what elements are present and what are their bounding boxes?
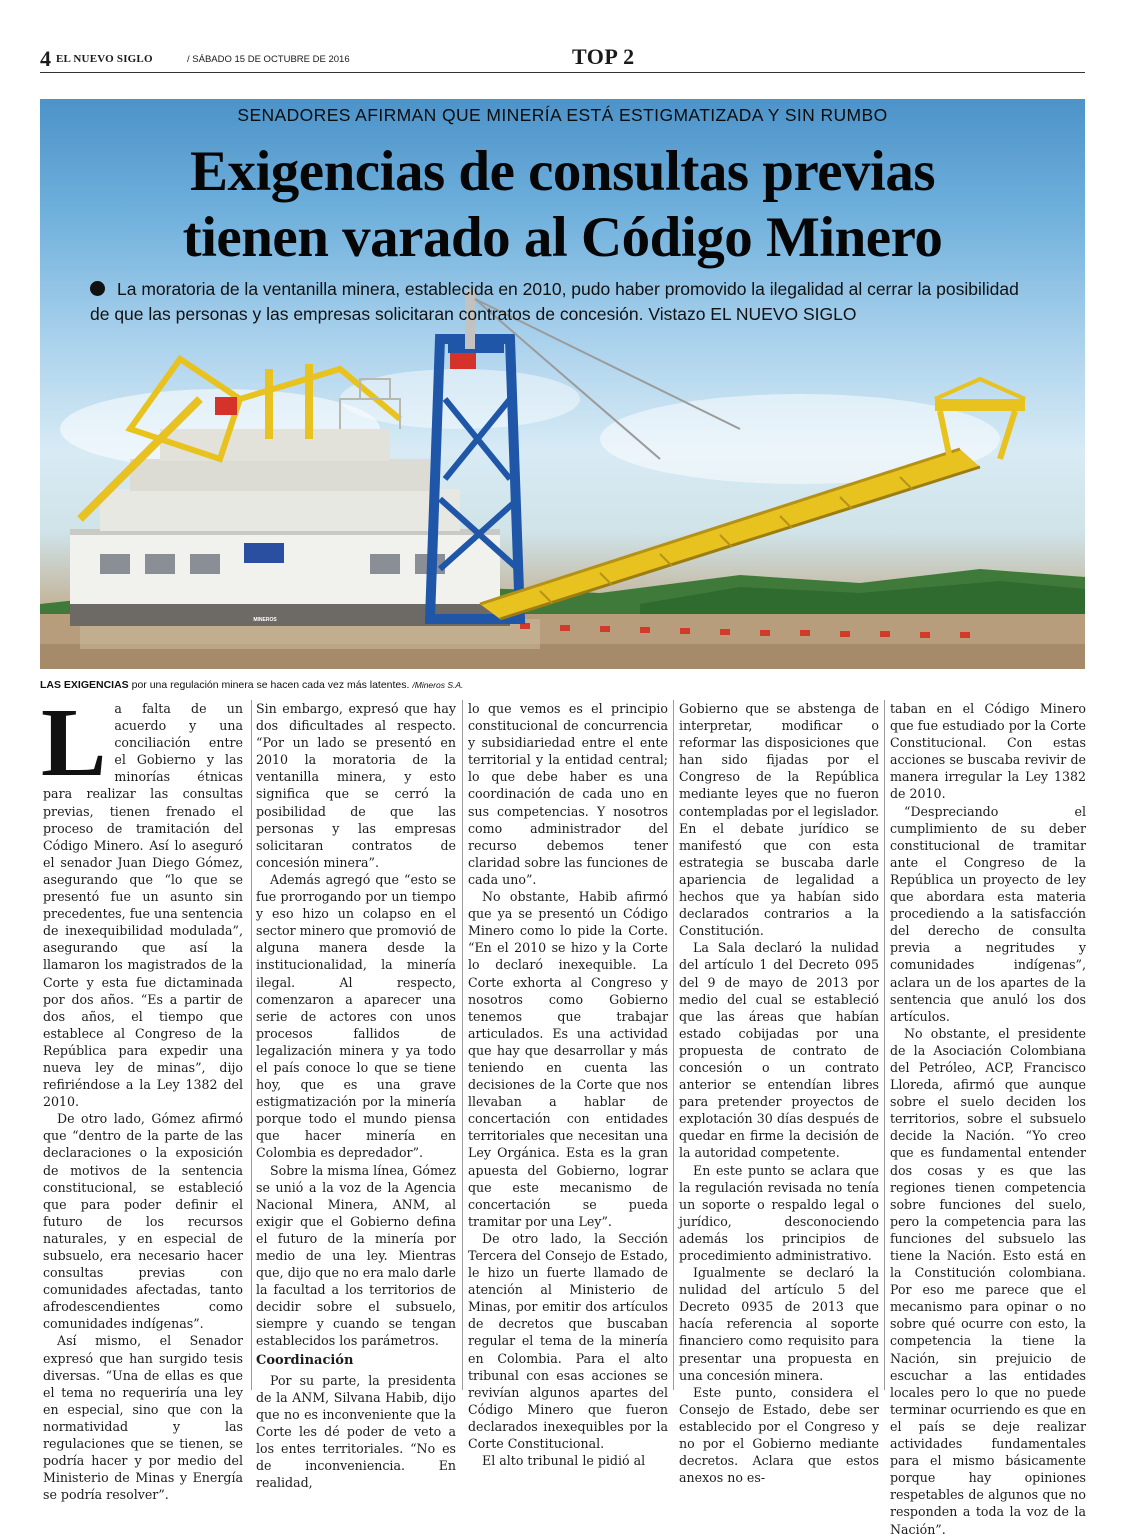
- article-kicker: SENADORES AFIRMAN QUE MINERÍA ESTÁ ESTIGMATIZADA Y SIN RUMBO: [237, 105, 888, 125]
- photo-credit: /Mineros S.A.: [412, 680, 464, 690]
- paragraph: En este punto se aclara que la regulación revisada no tenía un soporte o respaldo legal o jurídico, desconociendo además los principios de procedimiento administrativo.: [679, 1162, 879, 1263]
- column-rule: [251, 700, 252, 1390]
- paragraph: lo que vemos es el principio constitucional de concurrencia y subsidiariedad entre el ente territorial y la entidad central; lo que debe haber es una coordinación de cada uno en sus competencias. Y nosotros como administrador del recurso debemos tener claridad sobre las funciones de cada uno”.: [468, 701, 668, 887]
- masthead: [40, 44, 1085, 74]
- paragraph: No obstante, el presidente de la Asociación Colombiana del Petróleo, ACP, Francisco Lloreda, afirmó que aunque sobre el suelo deciden los territorios, sobre el subsuelo decide la Nación. “Yo creo que es fundamental entender dos cosas y es que las regiones tienen competencia sobre funciones del suelo, pero la competencia para las funciones del subsuelo las tiene la Nación. Esto está en la Constitución colombiana. Por eso me parece que el mecanismo para opinar o no sobre qué ocurre con esto, la competencia la tiene la Nación, sin prejuicio de escuchar a las entidades locales pero lo que no puede terminar ocurriendo es que en el país se deje realizar actividades fundamentales para el mismo básicamente porque hay opiniones respetables de algunos que no responden a toda la voz de la Nación”.: [890, 1025, 1086, 1537]
- article-column-1: [41, 689, 243, 1503]
- page-number: 4: [40, 46, 51, 71]
- article-column-4: [679, 700, 879, 1486]
- paragraph: taban en el Código Minero que fue estudiado por la Corte Constitucional. Con estas acciones se buscaba revivir de manera irregular la Ley 1382 de 2010.: [890, 701, 1086, 802]
- subhead: Coordinación: [256, 1352, 354, 1368]
- paragraph: Igualmente se declaró la nulidad del artículo 5 del Decreto 0935 de 2013 que hacía referencia al soporte financiero como requisito para presentar una propuesta en una concesión minera.: [679, 1265, 879, 1383]
- caption-lead: LAS EXIGENCIAS: [40, 679, 129, 691]
- paragraph: Sobre la misma línea, Gómez se unió a la voz de la Agencia Nacional Minera, ANM, al exigir que el Gobierno defina el futuro de la minería por medio de una ley. Mientras que, dijo que no era malo darle la facultad a los territorios de decidir sobre el subsuelo, siempre y cuando se tengan establecidos los parámetros.: [256, 1162, 456, 1349]
- issue-date: / SÁBADO 15 DE OCTUBRE DE 2016: [187, 54, 350, 65]
- paragraph: La Sala declaró la nulidad del artículo 1 del Decreto 095 del 9 de mayo de 2013 por medio del cual se estableció que las áreas que habían estado cobijadas por una propuesta de contrato de concesión o un contrato anterior se entendían libres para pretender proyectos de explotación 30 días después de quedar en firme la decisión de la autoridad competente.: [679, 940, 879, 1161]
- dredge-sign: MINEROS: [253, 617, 277, 623]
- paragraph: Además agregó que “esto se fue prorrogando por un tiempo y eso hizo un colapso en el sector minero que promovió de alguna manera desde la institucionalidad, la minería ilegal. Al respecto, comenzaron a aparecer una serie de actores con unos procesos fallidos de legalización minera y ya todo el país conoce lo que se tiene hoy, que es una grave estigmatización por la minería porque todo el mundo piensa que hacer minería en Colombia es depredador”.: [256, 871, 456, 1161]
- paragraph: Este punto, considera el Consejo de Estado, debe ser establecido por el Congreso y no por el Gobierno mediante decretos. Aclara que estos anexos no es-: [679, 1384, 879, 1486]
- headline-line-2: tienen varado al Código Minero: [182, 206, 943, 269]
- paragraph: Gobierno que se abstenga de interpretar, modificar o reformar las disposiciones que han sido fijadas por el Congreso de la República mediante leyes que no fueron contempladas por el legislador. En el debate jurídico se manifestó que con esta estrategia se buscaba darle apariencia de legalidad a hechos que ya habían sido declarados contrarios a la Constitución.: [679, 701, 879, 939]
- lead-photo: [40, 99, 1085, 669]
- paragraph: a falta de un acuerdo y una conciliación entre el Gobierno y las minorías étnicas para realizar las consultas previas, tienen frenado el proceso de tramitación del Código Minero. Así lo aseguró el senador Juan Diego Gómez, asegurando que “lo que se presentó fue un asunto sin precedentes, fue una sentencia de inexequibilidad modulada”, asegurando que así la llamaron los magistrados de la Corte y esta fue dictaminada por dos años. “Es a partir de dos años, el tiempo que establece al Congreso de la República para expedir una nueva ley de minas”, dijo refiriéndose a la Ley 1382 del 2010.: [43, 701, 243, 1110]
- paragraph: De otro lado, la Sección Tercera del Consejo de Estado, le hizo un fuerte llamado de atención al Ministerio de Minas, por emitir dos artículos de decretos que buscaban regular el tema de la minería en Colombia. Para el alto tribunal con esas acciones se revivían algunos apartes del Código Minero que fueron declarados inexequibles por la Corte Constitucional.: [468, 1230, 668, 1452]
- article-deck: [90, 277, 1025, 327]
- paragraph: “Despreciando el cumplimiento de su deber constitucional de tramitar ante el Congreso de la República un proyecto de ley que abordara esta materia procediendo a la satisfacción del derecho de consulta previa a negritudes y comunidades indígenas”, aclara un de los apartes de la sentencia que anuló los dos artículos.: [890, 803, 1086, 1024]
- column-rule: [673, 700, 674, 1390]
- header-rule: [40, 72, 1085, 73]
- section-title: TOP 2: [572, 44, 635, 69]
- paragraph: Así mismo, el Senador expresó que han surgido tesis diversas. “Una de ellas es que el tema no requeriría una ley en especial, sino que con la normatividad y las regulaciones que se tienen, se podría hacer y por medio del Ministerio de Minas y Energía se podría resolver”.: [43, 1333, 243, 1503]
- paragraph: No obstante, Habib afirmó que ya se presentó un Código Minero como lo pide la Corte. “En el 2010 se hizo y la Corte lo declaró inexequible. La Corte exhorta al Congreso y nosotros como Gobierno tenemos que trabajar articulados. Es una actividad que hay que desarrollar y más teniendo en cuenta las decisiones de la Corte que nos llevaban a hablar de concertación con entidades territoriales que necesitan una Ley Orgánica. Esta es la gran apuesta del Gobierno, lograr que este mecanismo de concertación se pueda tramitar por una Ley”.: [468, 889, 668, 1229]
- paragraph: De otro lado, Gómez afirmó que “dentro de la parte de las declaraciones o la exposición de motivos de la sentencia constitucional, se estableció que para poder definir el futuro de los recursos naturales, y en especial de subsuelo, era necesario hacer consultas previas con comunidades afectadas, tanto afrodescendientes como comunidades indígenas”.: [43, 1111, 243, 1332]
- article-column-2: [256, 700, 456, 1491]
- deck-text: La moratoria de la ventanilla minera, establecida en 2010, pudo haber promovido la ilegalidad al cerrar la posibilidad de que las personas y las empresas solicitaran contratos de concesión. Vistazo EL NUEVO SIGLO: [90, 279, 1019, 324]
- paragraph: El alto tribunal le pidió al: [482, 1453, 646, 1469]
- caption-text: por una regulación minera se hacen cada vez más latentes.: [131, 679, 410, 691]
- article-column-5: [890, 700, 1086, 1538]
- paragraph: Sin embargo, expresó que hay dos dificultades al respecto. “Por un lado se presentó en 2010 la moratoria de la ventanilla minera, y esto significa que se cerró la posibilidad de que las personas y las empresas solicitaran contratos de concesión minera”.: [256, 701, 456, 870]
- drop-cap: L: [41, 689, 107, 797]
- article-headline: [40, 139, 1085, 271]
- article-column-3: [468, 700, 668, 1469]
- column-rule: [462, 700, 463, 1390]
- newspaper-name: EL NUEVO SIGLO: [56, 53, 153, 65]
- headline-line-1: Exigencias de consultas previas: [189, 140, 936, 203]
- bullet-icon: [90, 281, 105, 296]
- photo-caption: [40, 679, 1085, 691]
- paragraph: Por su parte, la presidenta de la ANM, Silvana Habib, dijo que no es inconveniente que la Corte les dé poder de veto a los entes territoriales. “No es de inconveniencia. En realidad,: [256, 1372, 456, 1491]
- column-rule: [884, 700, 885, 1390]
